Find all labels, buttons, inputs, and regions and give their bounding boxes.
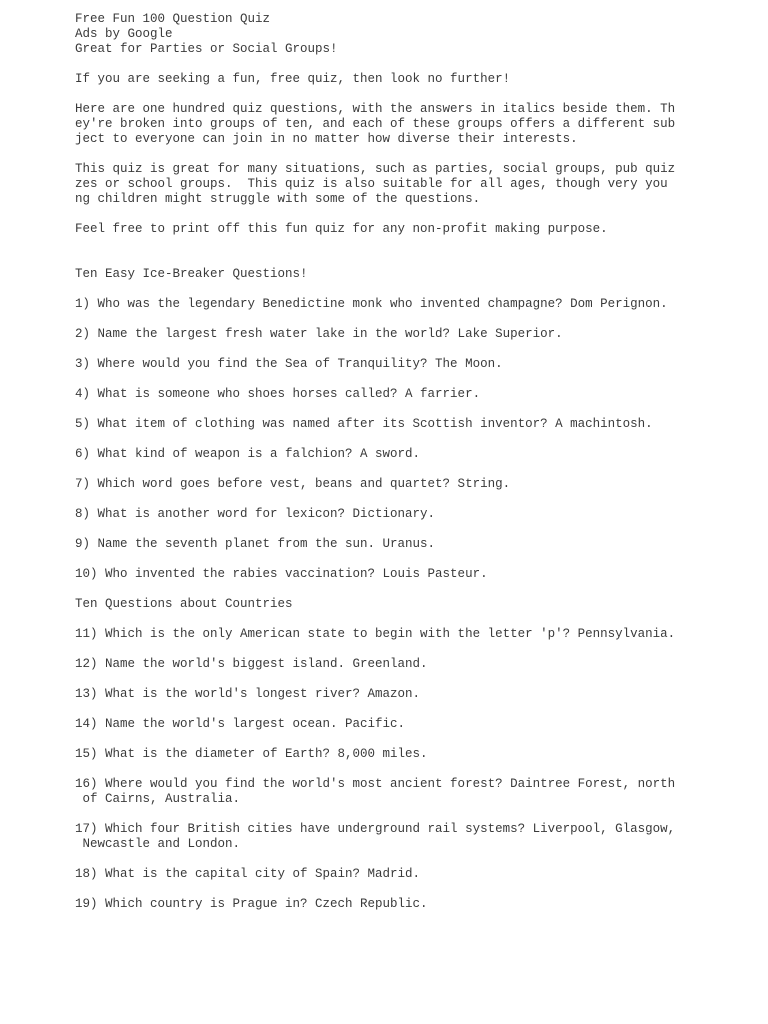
document-page [75,12,715,927]
intro-paragraph-2 [75,102,715,147]
paragraph-line: ject to everyone can join in no matter how diverse their interests. [75,132,578,146]
section-heading: Ten Questions about Countries [75,597,293,611]
question-line: 12) Name the world's biggest island. Greenland. [75,657,428,671]
question-line: 3) Where would you find the Sea of Tranquility? The Moon. [75,357,503,371]
quiz-question [75,357,715,372]
quiz-question [75,897,715,912]
paragraph-line: If you are seeking a fun, free quiz, then look no further! [75,72,511,86]
paragraph-line: ng children might struggle with some of the questions. [75,192,481,206]
quiz-question [75,387,715,402]
spacer [75,252,715,267]
paragraph-line: zes or school groups. This quiz is also suitable for all ages, though very you [75,177,668,191]
quiz-sections [75,267,715,912]
quiz-question [75,417,715,432]
quiz-question [75,717,715,732]
question-line: 11) Which is the only American state to begin with the letter 'p'? Pennsylvania. [75,627,676,641]
question-line: 15) What is the diameter of Earth? 8,000 miles. [75,747,428,761]
quiz-question [75,477,715,492]
ads-label: Ads by Google [75,27,173,41]
quiz-question [75,747,715,762]
quiz-question [75,567,715,582]
question-line: 1) Who was the legendary Benedictine monk who invented champagne? Dom Perignon. [75,297,668,311]
question-line: 7) Which word goes before vest, beans and quartet? String. [75,477,511,491]
quiz-question [75,627,715,642]
question-line: of Cairns, Australia. [75,792,241,806]
quiz-question [75,822,715,852]
question-line: 5) What item of clothing was named after its Scottish inventor? A machintosh. [75,417,653,431]
quiz-question [75,297,715,312]
quiz-question [75,867,715,882]
document-title: Free Fun 100 Question Quiz [75,12,271,26]
question-line: 4) What is someone who shoes horses called? A farrier. [75,387,481,401]
paragraph-line: Here are one hundred quiz questions, with the answers in italics beside them. Th [75,102,676,116]
intro-paragraph-3 [75,162,715,207]
document-header [75,12,715,57]
tagline: Great for Parties or Social Groups! [75,42,338,56]
question-line: 13) What is the world's longest river? Amazon. [75,687,421,701]
quiz-question [75,777,715,807]
quiz-question [75,537,715,552]
quiz-question [75,447,715,462]
quiz-question [75,507,715,522]
intro-paragraph-4 [75,222,715,237]
section-heading: Ten Easy Ice-Breaker Questions! [75,267,308,281]
question-line: 10) Who invented the rabies vaccination? Louis Pasteur. [75,567,488,581]
question-line: 18) What is the capital city of Spain? Madrid. [75,867,421,881]
question-line: 19) Which country is Prague in? Czech Republic. [75,897,428,911]
intro-paragraph-1 [75,72,715,87]
paragraph-line: This quiz is great for many situations, such as parties, social groups, pub quiz [75,162,676,176]
quiz-question [75,687,715,702]
question-line: 17) Which four British cities have underground rail systems? Liverpool, Glasgow, [75,822,676,836]
quiz-question [75,657,715,672]
question-line: 16) Where would you find the world's most ancient forest? Daintree Forest, north [75,777,676,791]
question-line: 9) Name the seventh planet from the sun. Uranus. [75,537,436,551]
question-line: 8) What is another word for lexicon? Dictionary. [75,507,436,521]
question-line: 2) Name the largest fresh water lake in the world? Lake Superior. [75,327,563,341]
paragraph-line: Feel free to print off this fun quiz for any non-profit making purpose. [75,222,608,236]
paragraph-line: ey're broken into groups of ten, and each of these groups offers a different sub [75,117,676,131]
quiz-question [75,327,715,342]
question-line: 6) What kind of weapon is a falchion? A sword. [75,447,421,461]
question-line: 14) Name the world's largest ocean. Pacific. [75,717,406,731]
question-line: Newcastle and London. [75,837,241,851]
